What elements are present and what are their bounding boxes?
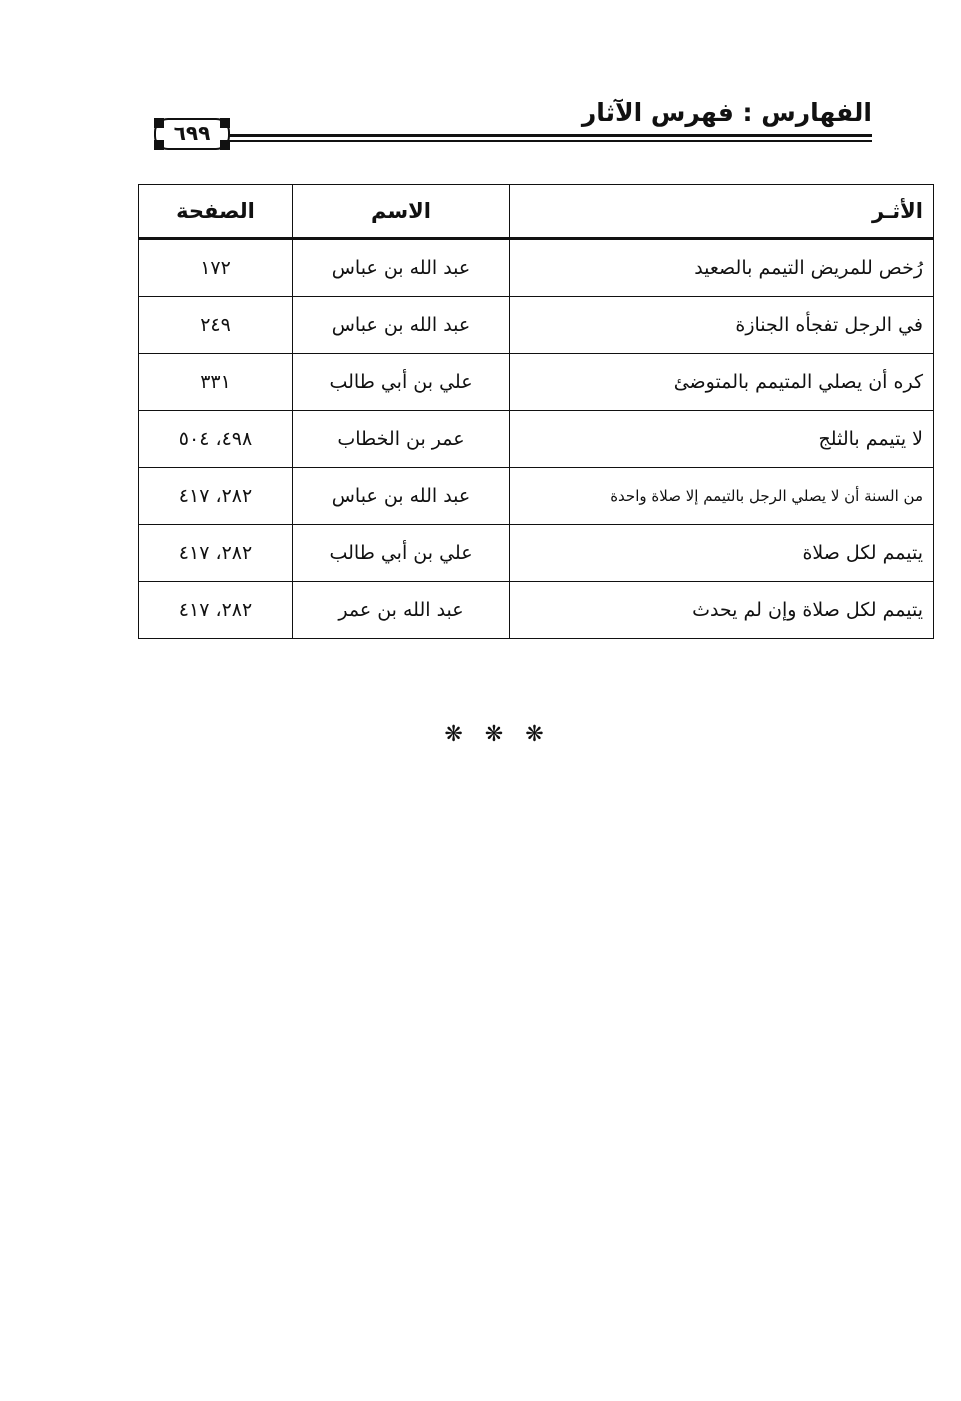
table-row [139, 582, 934, 639]
page-cell: ٢٨٢، ٤١٧ [139, 468, 293, 525]
column-header-name: الاسم [293, 185, 510, 239]
table-header-row [139, 185, 934, 239]
page-cell: ٢٨٢، ٤١٧ [139, 525, 293, 582]
badge-corner-decoration [154, 140, 164, 150]
name-cell: عبد الله بن عباس [293, 468, 510, 525]
athar-cell: يتيمم لكل صلاة [510, 525, 934, 582]
table-row [139, 354, 934, 411]
header-title: الفهارس : فهرس الآثار [581, 98, 872, 127]
section-separator: ❋❋❋ [444, 722, 566, 747]
name-cell: عمر بن الخطاب [293, 411, 510, 468]
page-cell: ١٧٢ [139, 239, 293, 297]
badge-corner-decoration [154, 118, 164, 128]
page-number: ٦٩٩ [173, 121, 211, 145]
athar-cell: في الرجل تفجأه الجنازة [510, 297, 934, 354]
badge-corner-decoration [220, 118, 230, 128]
table-row [139, 297, 934, 354]
page-number-badge [154, 118, 230, 150]
name-cell: علي بن أبي طالب [293, 525, 510, 582]
table-row [139, 411, 934, 468]
column-header-page: الصفحة [139, 185, 293, 239]
page-cell: ٢٤٩ [139, 297, 293, 354]
page-header [150, 92, 872, 152]
table-row [139, 468, 934, 525]
page-cell: ٤٩٨، ٥٠٤ [139, 411, 293, 468]
name-cell: عبد الله بن عباس [293, 297, 510, 354]
athar-cell: رُخص للمريض التيمم بالصعيد [510, 239, 934, 297]
athar-cell: من السنة أن لا يصلي الرجل بالتيمم إلا صلاة واحدة [510, 468, 934, 525]
name-cell: عبد الله بن عمر [293, 582, 510, 639]
page-cell: ٢٨٢، ٤١٧ [139, 582, 293, 639]
header-rule [222, 134, 872, 142]
name-cell: علي بن أبي طالب [293, 354, 510, 411]
athar-cell: كره أن يصلي المتيمم بالمتوضئ [510, 354, 934, 411]
page-cell: ٣٣١ [139, 354, 293, 411]
athar-cell: يتيمم لكل صلاة وإن لم يحدث [510, 582, 934, 639]
table-row [139, 525, 934, 582]
table-row [139, 239, 934, 297]
column-header-athar: الأثـر [510, 185, 934, 239]
athar-index-table [138, 184, 934, 639]
badge-corner-decoration [220, 140, 230, 150]
name-cell: عبد الله بن عباس [293, 239, 510, 297]
athar-cell: لا يتيمم بالثلج [510, 411, 934, 468]
